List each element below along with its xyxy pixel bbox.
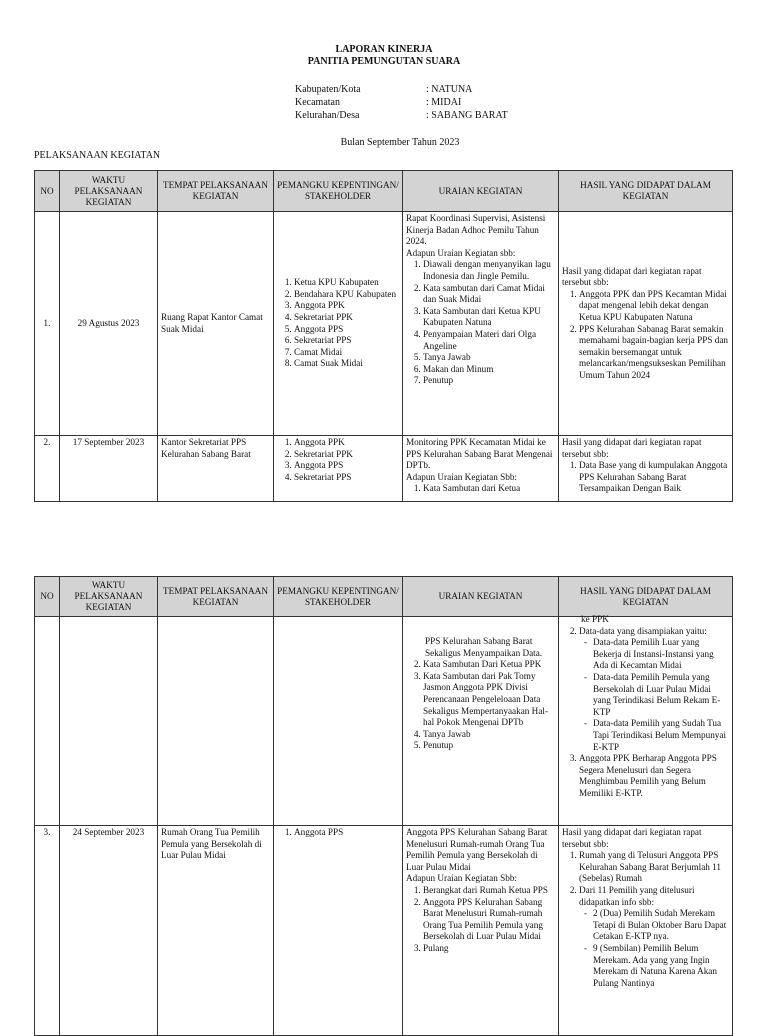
table-header-row	[35, 171, 733, 212]
table-row-continued	[35, 617, 733, 826]
location-info: Kabupaten/Kota : NATUNA Kecamatan : MIDAI Kelurahan/Desa : SABANG BARAT	[295, 84, 508, 121]
col-header: HASIL YANG DIDAPAT DALAM KEGIATAN	[559, 171, 733, 212]
row-date: 17 September 2023	[60, 436, 158, 502]
col-header: NO	[35, 171, 60, 212]
col-header: PEMANGKU KEPENTINGAN/ STAKEHOLDER	[274, 171, 403, 212]
row-description: PPS Kelurahan Sabang Barat Sekaligus Menyampaikan Data. 2. Kata Sambutan Dari Ketua PPK 3. Kata Sambutan dari Pak Tomy Jasmon Anggota PPK Divisi Perencanaan Pengeleloaan Data Sekaligus Mempertanyaakan Hal-hal Pokok Mengenai DPTb 4. Tanya Jawab 5. Penutup	[403, 617, 559, 826]
row-number: 1.	[35, 212, 60, 436]
row-stakeholders: 1. Anggota PPK 2. Sekretariat PPK 3. Anggota PPS 4. Sekretariat PPS	[274, 436, 403, 502]
col-header: WAKTU PELAKSANAAN KEGIATAN	[60, 171, 158, 212]
table-row	[35, 212, 733, 436]
table-header-row	[35, 577, 733, 617]
report-title: LAPORAN KINERJA	[335, 44, 433, 55]
report-subtitle: PANITIA PEMUNGUTAN SUARA	[307, 56, 461, 67]
row-date: 29 Agustus 2023	[60, 212, 158, 436]
row-place: Rumah Orang Tua Pemilih Pemula yang Bersekolah di Luar Pulau Midai	[158, 826, 274, 1036]
row-result: Hasil yang didapat dari kegiatan rapat tersebut sbb: 1. Anggota PPK dan PPS Kecamtan Midai dapat mengenal lebih dekat dengan Ketua KPU Kabupaten Natuna 2. PPS Kelurahan Sabanag Barat semakin memahami bagain-bagian kerja PPS dan semakin bersemangat untuk melancarkan/mengsukseskan Pemilihan Umum Tahun 2024	[559, 212, 733, 436]
section-heading: PELAKSANAAN KEGIATAN	[34, 150, 161, 161]
row-description: Monitoring PPK Kecamatan Midai ke PPS Kelurahan Sabang Barat Mengenai DPTb. Adapun Uraian Kegiatan Sbb: 1. Kata Sambutan dari Ketua	[403, 436, 559, 502]
row-number: 3.	[35, 826, 60, 1036]
row-result: Hasil yang didapat dari kegiatan rapat tersebut sbb: 1. Data Base yang di kumpulakan Anggota PPS Kelurahan Sabang Barat Tersampaikan Dengan Baik	[559, 436, 733, 502]
row-number: 2.	[35, 436, 60, 502]
row-place: Kantor Sekretariat PPS Kelurahan Sabang Barat	[158, 436, 274, 502]
col-header: WAKTU PELAKSANAAN KEGIATAN	[60, 577, 158, 617]
row-stakeholders: 1. Ketua KPU Kabupaten 2. Bendahara KPU Kabupaten 3. Anggota PPK 4. Sekretariat PPK 5. Anggota PPS 6. Sekretariat PPS 7. Camat Midai 8. Camat Suak Midai	[274, 212, 403, 436]
row-result: ke PPK 2. Data-data yang disampiakan yaitu: - Data-data Pemilih Luar yang Bekerja di Instansi-Instansi yang Ada di Kecamtan Midai - Data-data Pemilih Pemula yang Bersekolah di Luar Pulau Midai yang Terindikasi Belum Rekam E-KTP - Data-data Pemilih yang Sudah Tua Tapi Terindikasi Belum Mempunyai E-KTP 3. Anggota PPK Berharap Anggota PPS Segera Menelusuri dan Segera Menghimbau Pemilih yang Belum Memiliki E-KTP.	[559, 617, 733, 826]
col-header: HASIL YANG DIDAPAT DALAM KEGIATAN	[559, 577, 733, 617]
col-header: TEMPAT PELAKSANAAN KEGIATAN	[158, 171, 274, 212]
col-header: URAIAN KEGIATAN	[403, 577, 559, 617]
row-date: 24 September 2023	[60, 826, 158, 1036]
row-description: Anggota PPS Kelurahan Sabang Barat Menelusuri Rumah-rumah Orang Tua Pemilih Pemula yang Bersekolah di Luar Pulau Midai Adapun Uraian Kegiatan Sbb: 1. Berangkat dari Rumah Ketua PPS 2. Anggota PPS Kelurahan Sabang Barat Menelusuri Rumah-rumah Orang Tua Pemilih Pemula yang Bersekolah di Luar Pulau Midai 3. Pulang	[403, 826, 559, 1036]
activity-table-2	[34, 576, 733, 1036]
row-stakeholders: 1. Anggota PPS	[274, 826, 403, 1036]
table-row	[35, 436, 733, 502]
col-header: PEMANGKU KEPENTINGAN/ STAKEHOLDER	[274, 577, 403, 617]
row-description: Rapat Koordinasi Supervisi, Asistensi Kinerja Badan Adhoc Pemilu Tahun 2024. Adapun Uraian Kegiatan sbb: 1. Diawali dengan menyanyikan lagu Indonesia dan Jingle Pemilu. 2. Kata sambutan dari Camat Midai dan Suak Midai 3. Kata Sambutan dari Ketua KPU Kabupaten Natuna 4. Penyampaian Materi dari Olga Angeline 5. Tanya Jawab 6. Makan dan Minum 7. Penutup	[403, 212, 559, 436]
activity-table-1	[34, 170, 733, 502]
table-row	[35, 826, 733, 1036]
row-place: Ruang Rapat Kantor Camat Suak Midai	[158, 212, 274, 436]
col-header: NO	[35, 577, 60, 617]
col-header: URAIAN KEGIATAN	[403, 171, 559, 212]
col-header: TEMPAT PELAKSANAAN KEGIATAN	[158, 577, 274, 617]
row-result: Hasil yang didapat dari kegiatan rapat tersebut sbb: 1. Rumah yang di Telusuri Anggota PPS Kelurahan Sabang Barat Berjumlah 11 (Sebelas) Rumah 2. Dari 11 Pemilih yang ditelusuri didapatkan info sbb: - 2 (Dua) Pemilih Sudah Merekam Tetapi di Bulan Oktober Baru Dapat Cetakan E-KTP nya. - 9 (Sembilan) Pemilih Belum Merekam. Ada yang yang Ingin Merekam di Natuna Karena Akan Pulang Nantinya	[559, 826, 733, 1036]
report-period: Bulan September Tahun 2023	[340, 137, 460, 148]
